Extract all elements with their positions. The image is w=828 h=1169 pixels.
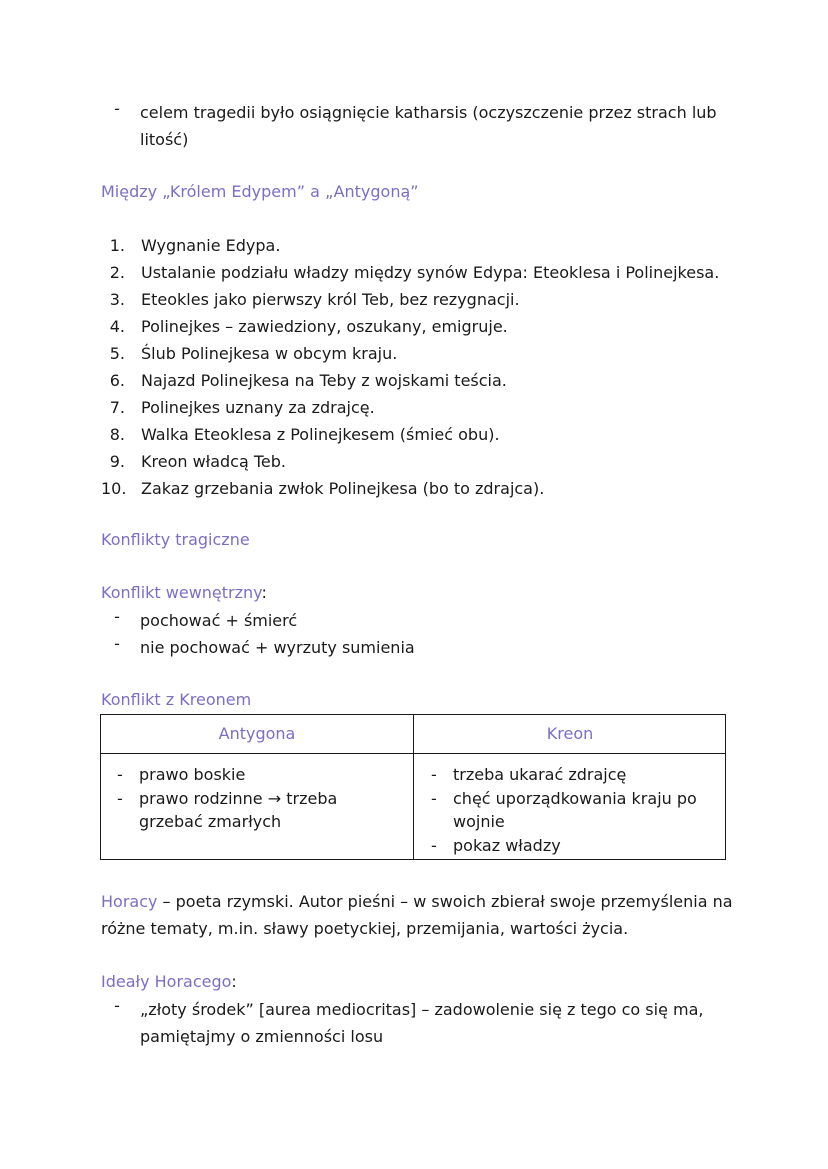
list-number: 7. — [109, 398, 125, 417]
ideals-bullet — [101, 996, 721, 1050]
list-text: Ślub Polinejkesa w obcym kraju. — [141, 344, 398, 363]
list-item — [101, 475, 741, 502]
list-item — [101, 313, 741, 340]
bullet-text: nie pochować + wyrzuty sumienia — [140, 638, 415, 657]
list-text: Eteokles jako pierwszy król Teb, bez rezygnacji. — [141, 290, 520, 309]
list-text: Zakaz grzebania zwłok Polinejkesa (bo to zdrajca). — [141, 479, 545, 498]
bullet-dash: - — [431, 765, 437, 784]
bullet-dash: - — [114, 996, 120, 1015]
table-header-antygona: Antygona — [218, 724, 296, 743]
bullet-dash: - — [117, 788, 123, 808]
bullet-dash: - — [114, 607, 120, 626]
inner-conflict-bullet — [101, 634, 721, 661]
list-item — [101, 367, 741, 394]
list-number: 4. — [109, 317, 125, 336]
table-item-text: prawo rodzinne → trzeba grzebać zmarłych — [139, 788, 338, 831]
table-item — [421, 763, 711, 787]
list-number: 1. — [109, 236, 125, 255]
horacy-name: Horacy — [101, 892, 158, 911]
antygona-list — [107, 763, 372, 834]
list-text: Najazd Polinejkesa na Teby z wojskami teścia. — [141, 371, 507, 390]
table-item — [107, 787, 372, 834]
table-item-text: pokaz władzy — [453, 835, 561, 855]
heading-colon: : — [261, 583, 267, 602]
list-item — [101, 232, 741, 259]
bullet-dash: - — [431, 788, 437, 808]
table-item — [421, 834, 711, 858]
horacy-text: – poeta rzymski. Autor pieśni – w swoich zbierał swoje przemyślenia na różne tematy, m.in. sławy poetyckiej, przemijania, wartości życia. — [101, 892, 733, 938]
list-number: 5. — [109, 344, 125, 363]
bullet-dash: - — [114, 634, 120, 653]
ideals-title: Ideały Horacego — [101, 972, 232, 991]
list-number: 8. — [109, 425, 125, 444]
table-header-divider — [101, 753, 725, 754]
bullet-dash: - — [117, 765, 123, 784]
list-text: Kreon władcą Teb. — [141, 452, 286, 471]
bullet-text: „złoty środek” [aurea mediocritas] – zadowolenie się z tego co się ma, pamiętajmy o zmienności losu — [140, 1000, 704, 1046]
bullet-text: pochować + śmierć — [140, 611, 298, 630]
section-heading-inner-conflict — [101, 582, 267, 604]
bullet-dash: - — [431, 835, 437, 855]
list-item — [101, 259, 741, 286]
bullet-dash: - — [114, 99, 120, 118]
list-item — [101, 394, 741, 421]
list-text: Wygnanie Edypa. — [141, 236, 281, 255]
list-number: 6. — [109, 371, 125, 390]
table-item — [421, 787, 711, 834]
list-text: Polinejkes uznany za zdrajcę. — [141, 398, 375, 417]
kreon-list — [421, 763, 711, 857]
section-heading-between: Między „Królem Edypem” a „Antygoną” — [101, 182, 419, 201]
intro-bullet-text: celem tragedii było osiągnięcie katharsis (oczyszczenie przez strach lub litość) — [140, 103, 717, 149]
horacy-paragraph — [101, 888, 741, 942]
table-item-text: trzeba ukarać zdrajcę — [453, 765, 627, 784]
heading-colon: : — [231, 972, 237, 991]
list-number: 3. — [109, 290, 125, 309]
section-heading-kreon-conflict: Konflikt z Kreonem — [101, 690, 252, 709]
list-number: 10. — [101, 479, 127, 498]
list-item — [101, 421, 741, 448]
list-text: Walka Eteoklesa z Polinejkesem (śmieć obu). — [141, 425, 500, 444]
list-item — [101, 340, 741, 367]
inner-conflict-bullet — [101, 607, 721, 634]
section-heading-ideals — [101, 971, 237, 993]
list-item — [101, 286, 741, 313]
comparison-table — [100, 714, 726, 860]
intro-bullet — [101, 99, 721, 153]
table-header-kreon: Kreon — [546, 724, 594, 743]
list-number: 2. — [109, 263, 125, 282]
list-number: 9. — [109, 452, 125, 471]
table-item-text: prawo boskie — [139, 765, 246, 784]
section-heading-conflicts: Konflikty tragiczne — [101, 530, 250, 549]
table-item — [107, 763, 372, 787]
list-text: Polinejkes – zawiedziony, oszukany, emigruje. — [141, 317, 508, 336]
list-text: Ustalanie podziału władzy między synów Edypa: Eteoklesa i Polinejkesa. — [141, 263, 720, 282]
list-item — [101, 448, 741, 475]
inner-conflict-title: Konflikt wewnętrzny — [101, 583, 262, 602]
table-item-text: chęć uporządkowania kraju po wojnie — [453, 788, 697, 831]
events-list — [101, 232, 741, 502]
